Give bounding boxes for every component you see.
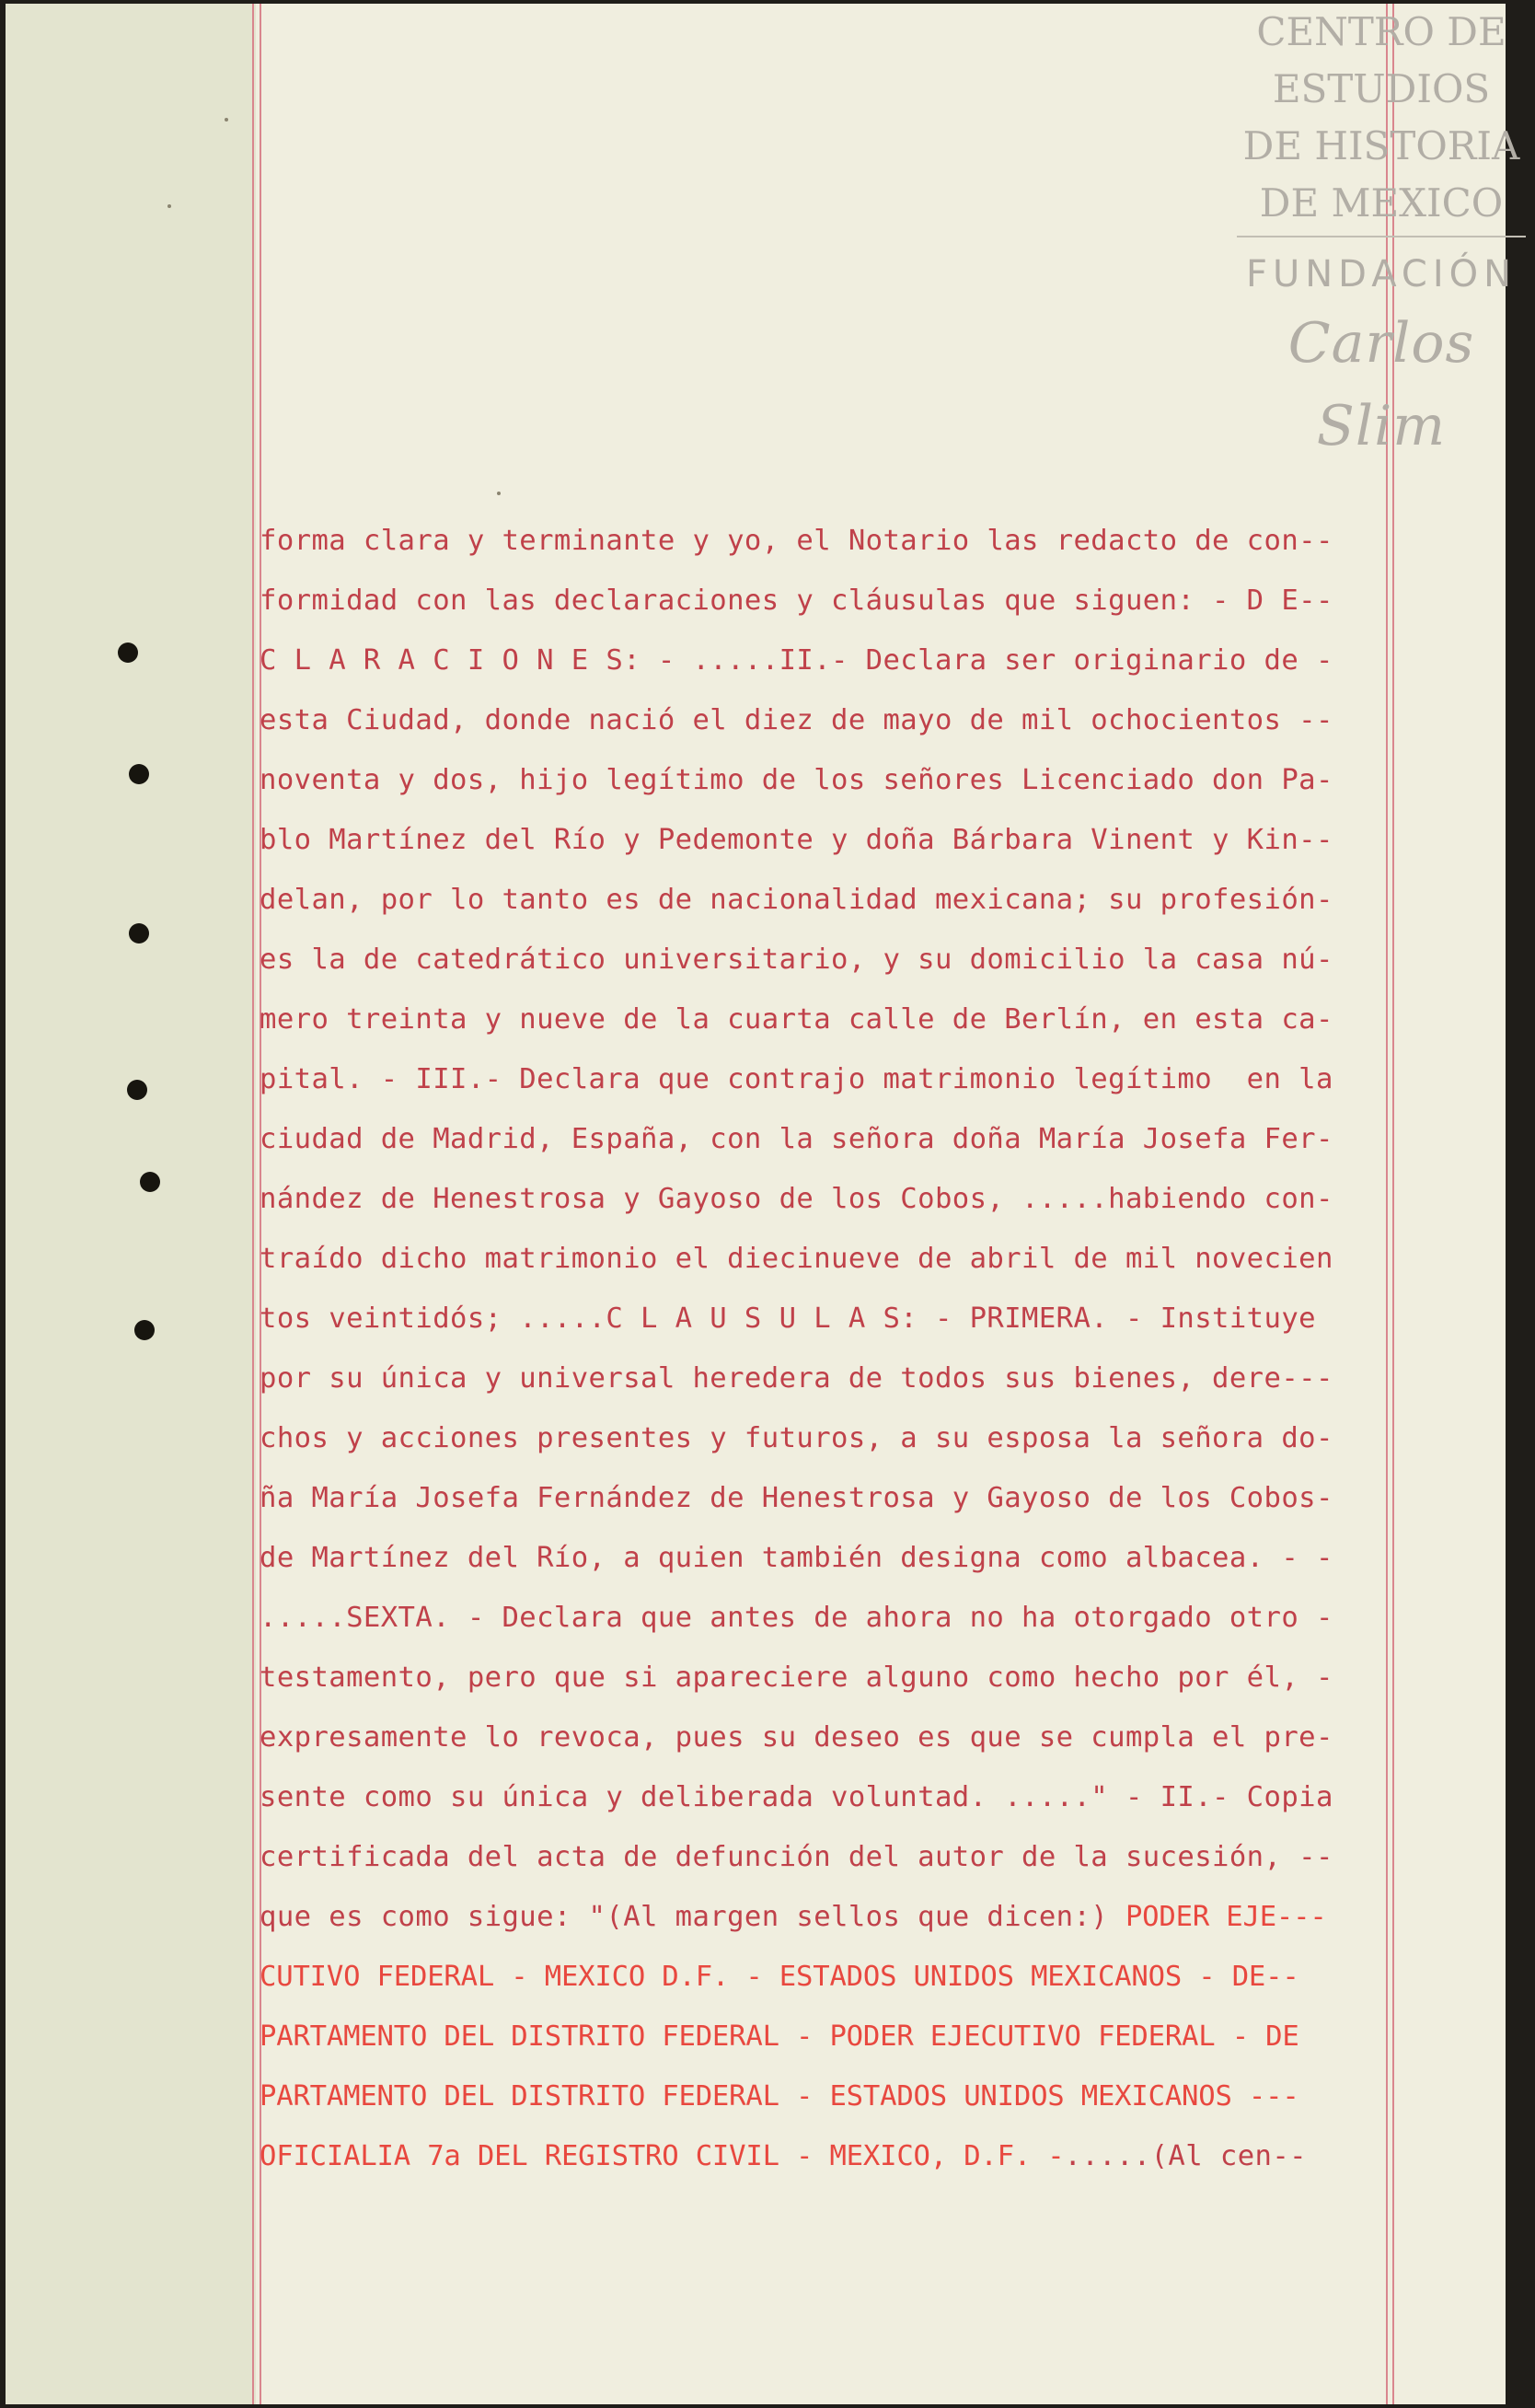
line-text: certificada del acta de defunción del autor de la sucesión, -- (260, 1841, 1333, 1873)
left-margin-rule (252, 4, 254, 2404)
typewritten-line (260, 1528, 1391, 1588)
typewritten-line (260, 930, 1391, 990)
typewritten-line (260, 690, 1391, 750)
typewritten-line (260, 870, 1391, 930)
watermark-institution (1228, 4, 1535, 232)
line-text: ña María Josefa Fernández de Henestrosa y Gayoso de los Cobos- (260, 1482, 1333, 1514)
line-text: .....SEXTA. - Declara que antes de ahora no ha otorgado otro - (260, 1602, 1333, 1634)
typewritten-line (260, 1708, 1391, 1767)
watermark-divider (1237, 236, 1526, 237)
left-margin-area (6, 4, 256, 2404)
watermark-signature: Carlos Slim (1287, 311, 1475, 458)
typewritten-line (260, 2066, 1391, 2126)
line-text: nández de Henestrosa y Gayoso de los Cobos, .....habiendo con- (260, 1183, 1333, 1215)
binder-hole (129, 923, 149, 944)
archive-watermark (1228, 4, 1535, 458)
line-text: pital. - III.- Declara que contrajo matrimonio legítimo en la (260, 1063, 1333, 1095)
line-text: delan, por lo tanto es de nacionalidad mexicana; su profesión- (260, 884, 1333, 916)
typewritten-line (260, 1767, 1391, 1827)
typewritten-line (260, 1588, 1391, 1648)
typewritten-line (260, 1229, 1391, 1289)
typewritten-line (260, 1049, 1391, 1109)
typewritten-text-block (260, 511, 1391, 2186)
typewritten-line (260, 511, 1391, 571)
line-text: chos y acciones presentes y futuros, a su esposa la señora do- (260, 1422, 1333, 1454)
line-text: blo Martínez del Río y Pedemonte y doña Bárbara Vinent y Kin-- (260, 824, 1333, 856)
watermark-foundation: FUNDACIÓN (1245, 253, 1518, 295)
watermark-line: CENTRO DE (1256, 9, 1506, 54)
binder-hole (140, 1172, 160, 1192)
line-text: forma clara y terminante y yo, el Notario las redacto de con-- (260, 525, 1333, 557)
line-text: esta Ciudad, donde nació el diez de mayo de mil ochocientos -- (260, 704, 1333, 736)
watermark-line: DE HISTORIA (1242, 123, 1520, 168)
typewritten-line (260, 1887, 1391, 1947)
typewritten-line (260, 1169, 1391, 1229)
stamp-text: PODER EJE--- (1125, 1901, 1327, 1933)
line-text: expresamente lo revoca, pues su deseo es que se cumpla el pre- (260, 1721, 1333, 1754)
typewritten-line (260, 1349, 1391, 1408)
line-text: testamento, pero que si apareciere alguno como hecho por él, - (260, 1661, 1333, 1694)
paper-speck (497, 492, 501, 495)
typewritten-line (260, 571, 1391, 631)
binder-hole (127, 1080, 147, 1100)
typewritten-line (260, 810, 1391, 870)
line-text: es la de catedrático universitario, y su domicilio la casa nú- (260, 944, 1333, 976)
typewritten-line (260, 1827, 1391, 1887)
line-text: mero treinta y nueve de la cuarta calle de Berlín, en esta ca- (260, 1003, 1333, 1036)
typewritten-line (260, 750, 1391, 810)
paper-speck (225, 118, 228, 122)
paper-speck (167, 204, 171, 208)
typewritten-line (260, 1648, 1391, 1708)
line-text: noventa y dos, hijo legítimo de los señores Licenciado don Pa- (260, 764, 1333, 796)
watermark-line: ESTUDIOS (1272, 66, 1491, 111)
typewritten-line (260, 1289, 1391, 1349)
stamp-text: PARTAMENTO DEL DISTRITO FEDERAL - ESTADOS UNIDOS MEXICANOS --- (260, 2080, 1299, 2113)
typewritten-line (260, 631, 1391, 690)
typewritten-line (260, 1468, 1391, 1528)
line-text: formidad con las declaraciones y cláusulas que siguen: - D E-- (260, 585, 1333, 617)
line-text: traído dicho matrimonio el diecinueve de abril de mil novecien (260, 1243, 1333, 1275)
binder-hole (129, 764, 149, 784)
typewritten-line (260, 990, 1391, 1049)
line-text: que es como sigue: "(Al margen sellos que dicen:) (260, 1901, 1125, 1933)
typewritten-line (260, 2007, 1391, 2066)
line-text: ciudad de Madrid, España, con la señora doña María Josefa Fer- (260, 1123, 1333, 1155)
binder-hole (118, 643, 138, 663)
typewritten-line (260, 1408, 1391, 1468)
stamp-text: OFICIALIA 7a DEL REGISTRO CIVIL - MEXICO, D.F. - (260, 2140, 1065, 2172)
stamp-text: PARTAMENTO DEL DISTRITO FEDERAL - PODER EJECUTIVO FEDERAL - DE (260, 2020, 1299, 2053)
line-text: .....(Al cen-- (1064, 2140, 1307, 2172)
binder-hole (134, 1320, 155, 1340)
stamp-text: CUTIVO FEDERAL - MEXICO D.F. - ESTADOS UNIDOS MEXICANOS - DE-- (260, 1961, 1299, 1993)
typewritten-line (260, 1947, 1391, 2007)
watermark-line: DE MEXICO (1259, 180, 1504, 226)
line-text: de Martínez del Río, a quien también designa como albacea. - - (260, 1542, 1333, 1574)
line-text: tos veintidós; .....C L A U S U L A S: - PRIMERA. - Instituye (260, 1302, 1316, 1335)
typewritten-line (260, 2126, 1391, 2186)
line-text: C L A R A C I O N E S: - .....II.- Declara ser originario de - (260, 644, 1333, 677)
typewritten-line (260, 1109, 1391, 1169)
line-text: por su única y universal heredera de todos sus bienes, dere--- (260, 1362, 1333, 1395)
line-text: sente como su única y deliberada voluntad. ....." - II.- Copia (260, 1781, 1333, 1813)
